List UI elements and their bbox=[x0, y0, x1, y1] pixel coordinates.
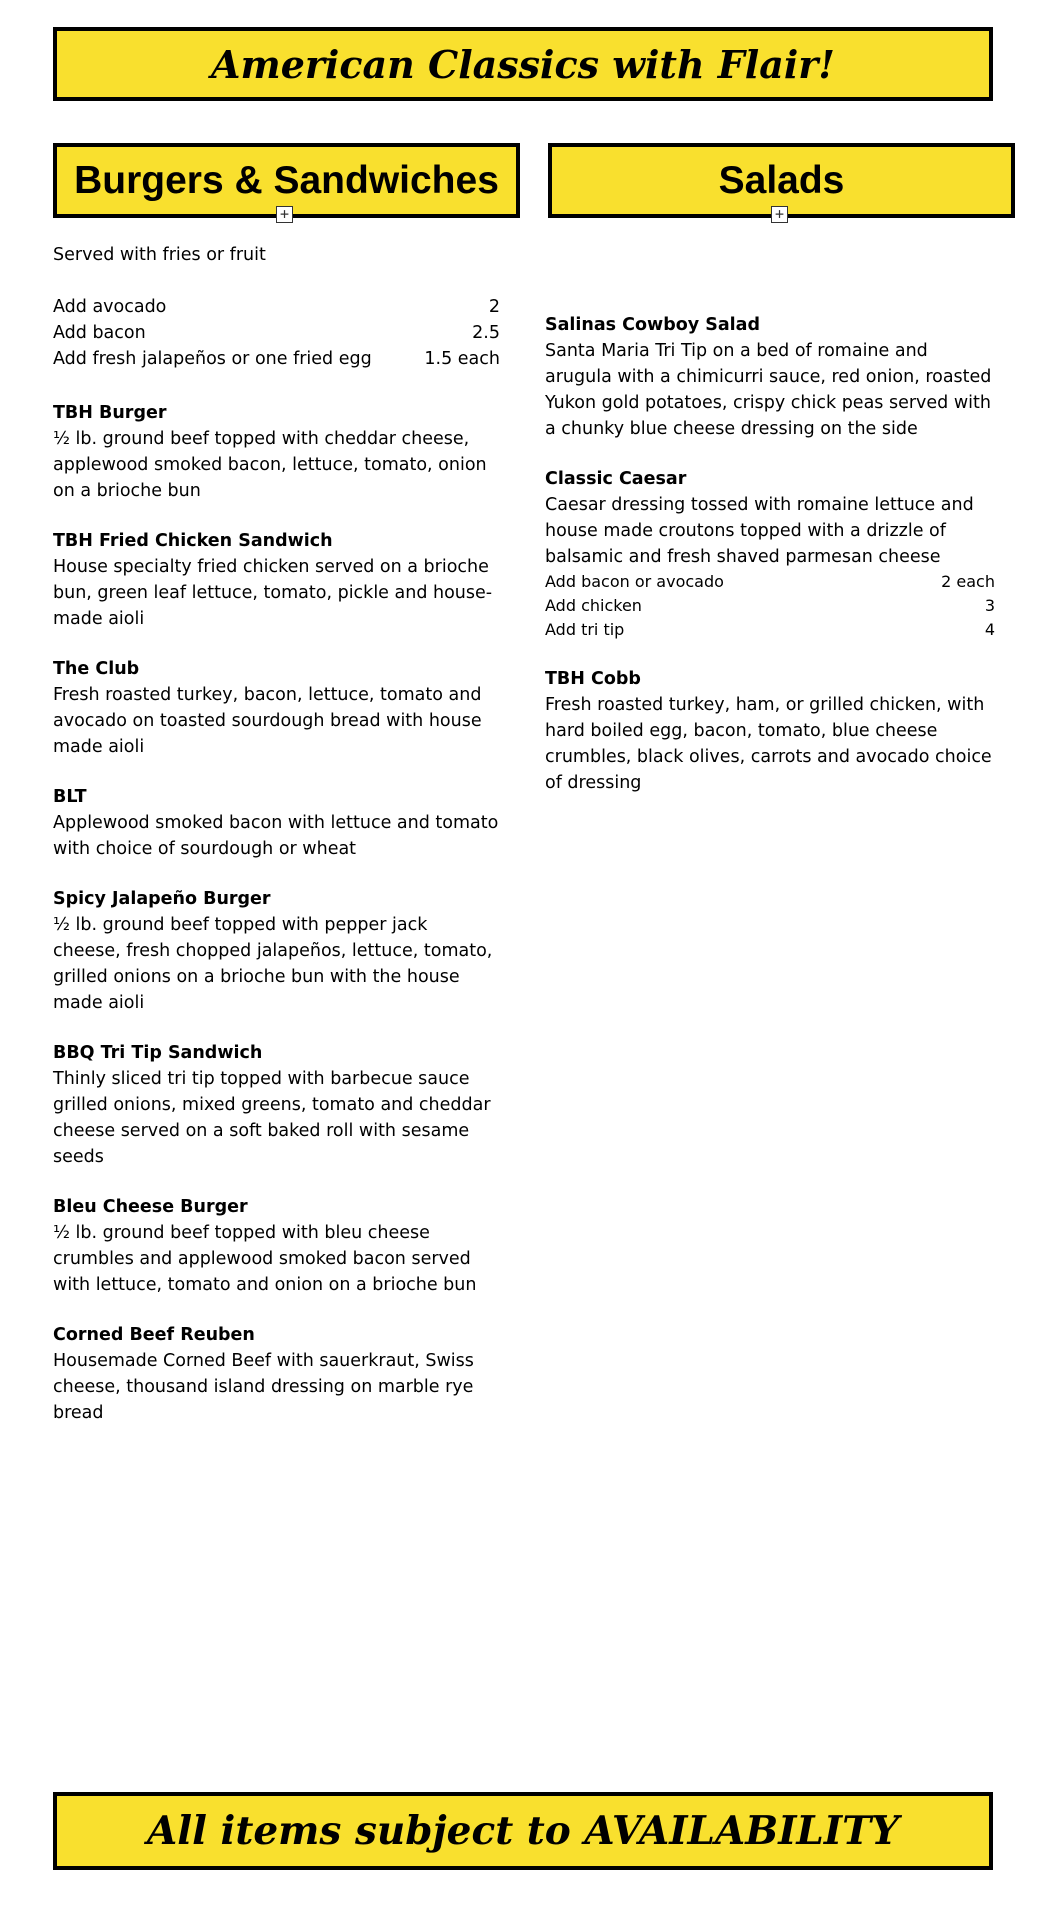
menu-title-banner bbox=[53, 27, 993, 101]
menu-item-name: Corned Beef Reuben bbox=[53, 1325, 255, 1345]
addon-label: Add avocado bbox=[53, 297, 167, 317]
menu-item-name: TBH Burger bbox=[53, 403, 167, 423]
burgers-addons bbox=[53, 294, 500, 372]
menu-item bbox=[545, 312, 995, 442]
menu-item-name: The Club bbox=[53, 659, 140, 679]
menu-item bbox=[545, 466, 995, 642]
menu-item-name: Classic Caesar bbox=[545, 469, 687, 489]
menu-item-name: Salinas Cowboy Salad bbox=[545, 315, 761, 335]
menu-item bbox=[53, 886, 500, 1016]
menu-item-name: Spicy Jalapeño Burger bbox=[53, 889, 271, 909]
addon-price: 2.5 bbox=[472, 323, 500, 343]
menu-item bbox=[53, 528, 500, 632]
menu-item-name: BBQ Tri Tip Sandwich bbox=[53, 1043, 263, 1063]
menu-item bbox=[53, 1040, 500, 1170]
menu-item bbox=[53, 784, 500, 862]
burgers-section-title: Burgers & Sandwiches bbox=[74, 158, 499, 202]
menu-item-description: Housemade Corned Beef with sauerkraut, Swiss cheese, thousand island dressing on marble rye bread bbox=[53, 1351, 474, 1423]
menu-item bbox=[53, 1194, 500, 1298]
addon-price: 1.5 each bbox=[424, 349, 500, 369]
menu-item-description: House specialty fried chicken served on a brioche bun, green leaf lettuce, tomato, pickle and house-made aioli bbox=[53, 557, 493, 629]
menu-item-description: Thinly sliced tri tip topped with barbecue sauce grilled onions, mixed greens, tomato and cheddar cheese served on a soft baked roll with sesame seeds bbox=[53, 1069, 491, 1167]
menu-item-description: ½ lb. ground beef topped with pepper jack cheese, fresh chopped jalapeños, lettuce, tomato, grilled onions on a brioche bun with the house made aioli bbox=[53, 915, 493, 1013]
addon-row bbox=[545, 594, 995, 618]
menu-item-description: Fresh roasted turkey, ham, or grilled chicken, with hard boiled egg, bacon, tomato, blue cheese crumbles, black olives, carrots and avocado choice of dressing bbox=[545, 695, 992, 793]
addon-label: Add chicken bbox=[545, 596, 642, 615]
addon-row bbox=[545, 570, 995, 594]
addon-label: Add bacon or avocado bbox=[545, 572, 724, 591]
addon-price: 3 bbox=[984, 596, 995, 615]
availability-note: All items subject to AVAILABILITY bbox=[147, 1808, 899, 1854]
menu-item bbox=[53, 400, 500, 504]
menu-item bbox=[53, 656, 500, 760]
menu-item-name: TBH Fried Chicken Sandwich bbox=[53, 531, 333, 551]
addon-price: 2 bbox=[488, 297, 500, 317]
menu-item-name: Bleu Cheese Burger bbox=[53, 1197, 248, 1217]
addon-row bbox=[545, 618, 995, 642]
addon-label: Add bacon bbox=[53, 323, 146, 343]
menu-item-description: Fresh roasted turkey, bacon, lettuce, tomato and avocado on toasted sourdough bread with house made aioli bbox=[53, 685, 482, 757]
addon-row bbox=[53, 346, 500, 372]
menu-title: American Classics with Flair! bbox=[211, 41, 835, 87]
addon-label: Add tri tip bbox=[545, 620, 625, 639]
salads-section-title: Salads bbox=[718, 158, 845, 202]
menu-item bbox=[53, 1322, 500, 1426]
burgers-column bbox=[53, 242, 500, 1450]
menu-item-description: Applewood smoked bacon with lettuce and tomato with choice of sourdough or wheat bbox=[53, 813, 499, 859]
availability-banner bbox=[53, 1792, 993, 1870]
addon-price: 2 each bbox=[941, 572, 995, 591]
menu-item-description: ½ lb. ground beef topped with bleu cheese crumbles and applewood smoked bacon served with lettuce, tomato and onion on a brioche bun bbox=[53, 1223, 477, 1295]
addon-row bbox=[53, 320, 500, 346]
menu-item-name: TBH Cobb bbox=[545, 669, 641, 689]
plus-icon[interactable]: + bbox=[771, 206, 788, 223]
menu-item-name: BLT bbox=[53, 787, 87, 807]
addon-row bbox=[53, 294, 500, 320]
addon-price: 4 bbox=[984, 620, 995, 639]
addon-label: Add fresh jalapeños or one fried egg bbox=[53, 349, 372, 369]
menu-item-description: Caesar dressing tossed with romaine lettuce and house made croutons topped with a drizzle of balsamic and fresh shaved parmesan cheese bbox=[545, 495, 974, 567]
menu-item bbox=[545, 666, 995, 796]
menu-item-description: Santa Maria Tri Tip on a bed of romaine and arugula with a chimicurri sauce, red onion, roasted Yukon gold potatoes, crispy chick peas served with a chunky blue cheese dressing on the side bbox=[545, 341, 992, 439]
menu-item-description: ½ lb. ground beef topped with cheddar cheese, applewood smoked bacon, lettuce, tomato, onion on a brioche bun bbox=[53, 429, 487, 501]
burgers-intro: Served with fries or fruit bbox=[53, 245, 266, 265]
plus-icon[interactable]: + bbox=[276, 206, 293, 223]
salads-column bbox=[545, 312, 995, 820]
